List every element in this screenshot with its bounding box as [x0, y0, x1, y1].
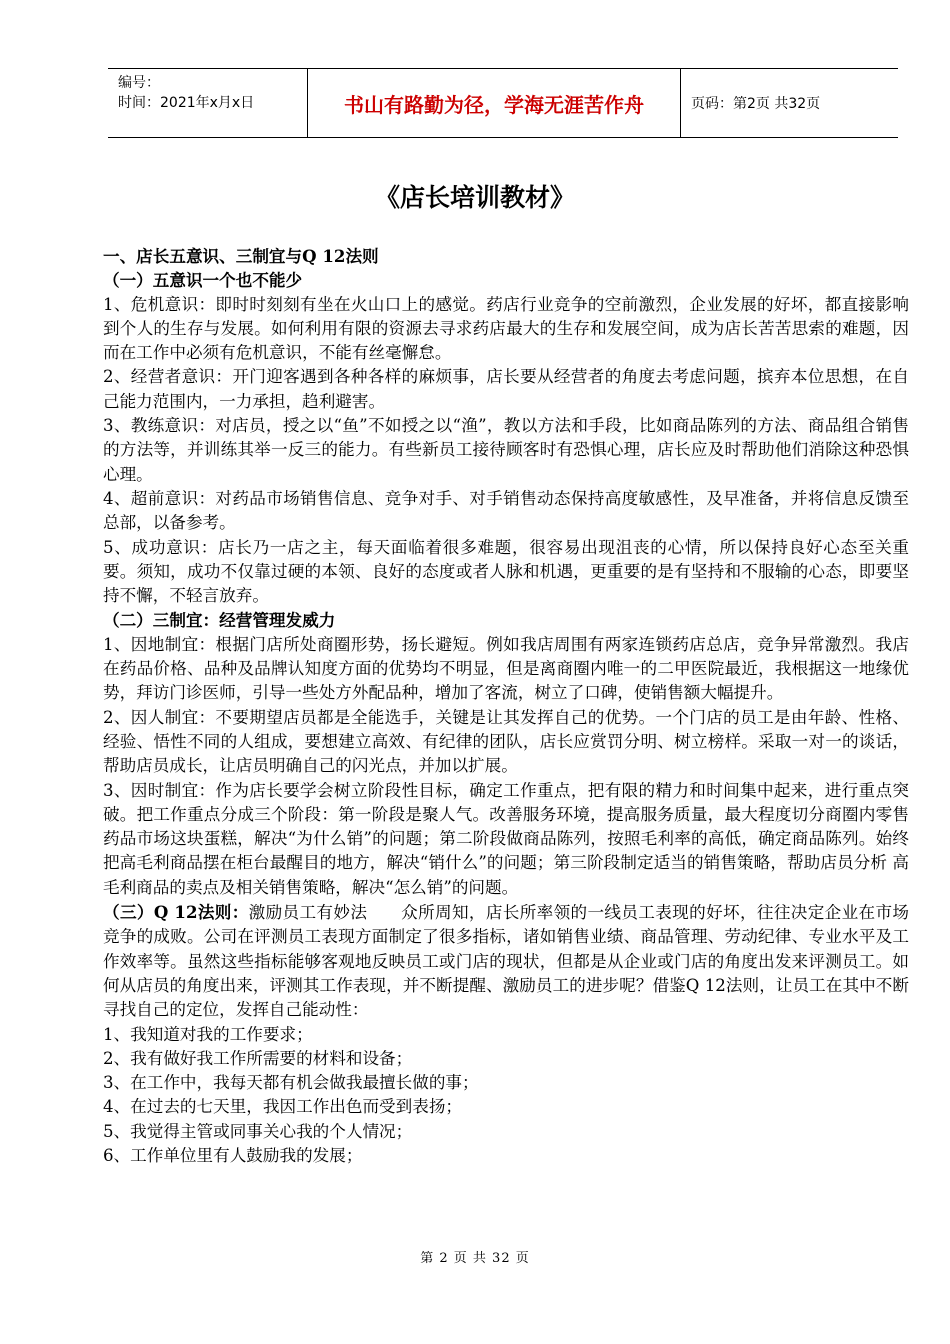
header-motto-cell	[308, 69, 681, 137]
body-paragraph: 1、我知道对我的工作要求；	[103, 1024, 313, 1044]
document-title: 《店长培训教材》	[374, 183, 575, 212]
section-heading: （二）三制宜：经营管理发威力	[103, 610, 336, 631]
document-date: 时间：2021年x月x日	[118, 95, 255, 111]
body-paragraph: 6、工作单位里有人鼓励我的发展；	[103, 1145, 363, 1165]
body-paragraph: 2、我有做好我工作所需要的材料和设备；	[103, 1048, 413, 1068]
body-paragraph: 1、因地制宜：根据门店所处商圈形势，扬长避短。例如我店周围有两家连锁药店总店，竞争异常激烈。我店在药品价格、品种及品牌认知度方面的优势均不明显，但是离商圈内唯一的二甲医院最近，我根据这一地缘优势，拜访门诊医师，引导一些处方外配品种，增加了客流，树立了口碑，使销售额大幅提升。	[103, 634, 909, 703]
body-paragraph	[103, 900, 909, 1022]
body-paragraph: 4、在过去的七天里，我因工作出色而受到表扬；	[103, 1097, 463, 1117]
paragraph-text: 激励员工有妙法 众所周知，店长所率领的一线员工表现的好坏，往往决定企业在市场竞争的成败。公司在评测员工表现方面制定了很多指标，诸如销售业绩、商品管理、劳动纪律、专业水平及工作效率等。虽然这些指标能够客观地反映员工或门店的现状，但都是从企业或门店的角度出发来评测员工。如何从店员的角度出来，评测其工作表现，并不断提醒、激励员工的进步呢？借鉴Q 12法则，让员工在其中不断寻找自己的定位，发挥自己能动性：	[103, 903, 910, 1020]
section-heading: （一）五意识一个也不能少	[103, 270, 303, 291]
body-paragraph: 3、教练意识：对店员，授之以“鱼”不如授之以“渔”，教以方法和手段，比如商品陈列的方法、商品组合销售的方法等，并训练其举一反三的能力。有些新员工接待顾客时有恐惧心理，店长应及时帮助他们消除这种恐惧心理。	[103, 416, 909, 484]
body-paragraph: 3、在工作中，我每天都有机会做我最擅长做的事；	[103, 1073, 479, 1093]
body-paragraph: 5、成功意识：店长乃一店之主，每天面临着很多难题，很容易出现沮丧的心情，所以保持良好心态至关重要。须知，成功不仅靠过硬的本领、良好的态度或者人脉和机遇，更重要的是有坚持和不服输的心态，即要坚持不懈，不轻言放弃。	[103, 537, 909, 606]
document-body	[103, 244, 909, 1168]
body-paragraph: 2、因人制宜：不要期望店员都是全能选手，关键是让其发挥自己的优势。一个门店的员工是由年龄、性格、经验、悟性不同的人组成，要想建立高效、有纪律的团队，店长应赏罚分明、树立榜样。采取一对一的谈话，帮助店员成长，让店员明确自己的闪光点，并加以扩展。	[103, 707, 909, 776]
body-paragraph: 5、我觉得主管或同事关心我的个人情况；	[103, 1121, 413, 1141]
body-paragraph: 3、因时制宜：作为店长要学会树立阶段性目标，确定工作重点，把有限的精力和时间集中起来，进行重点突破。把工作重点分成三个阶段：第一阶段是聚人气。改善服务环境，提高服务质量，最大程度切分商圈内零售药品市场这块蛋糕，解决“为什么销”的问题；第二阶段做商品陈列，按照毛利率的高低，确定商品陈列。始终把高毛利商品摆在柜台最醒目的地方，解决“销什么”的问题；第三阶段制定适当的销售策略，帮助店员分析 高毛利商品的卖点及相关销售策略，解决“怎么销”的问题。	[103, 780, 909, 897]
body-paragraph: 4、超前意识：对药品市场销售信息、竞争对手、对手销售动态保持高度敏感性，及早准备，并将信息反馈至总部，以备参考。	[103, 488, 909, 533]
section-heading: 一、店长五意识、三制宜与Q 12法则	[103, 246, 379, 266]
page-header	[108, 68, 898, 138]
body-paragraph: 2、经营者意识：开门迎客遇到各种各样的麻烦事，店长要从经营者的角度去考虑问题，摈弃本位思想，在自己能力范围内，一力承担，趋利避害。	[103, 367, 909, 411]
document-number-label: 编号：	[118, 75, 160, 91]
header-motto: 书山有路勤为径，学海无涯苦作舟	[344, 92, 644, 117]
page-footer: 第 2 页 共 32 页	[420, 1251, 530, 1266]
header-meta	[108, 69, 308, 137]
body-paragraph: 1、危机意识：即时时刻刻有坐在火山口上的感觉。药店行业竞争的空前激烈，企业发展的好坏，都直接影响到个人的生存与发展。如何利用有限的资源去寻求药店最大的生存和发展空间，成为店长苦苦思索的难题，因而在工作中必须有危机意识，不能有丝毫懈怠。	[103, 294, 909, 363]
header-page-info: 页码：第2页 共32页	[691, 96, 821, 112]
section-heading-inline: （三）Q 12法则：	[103, 902, 249, 923]
